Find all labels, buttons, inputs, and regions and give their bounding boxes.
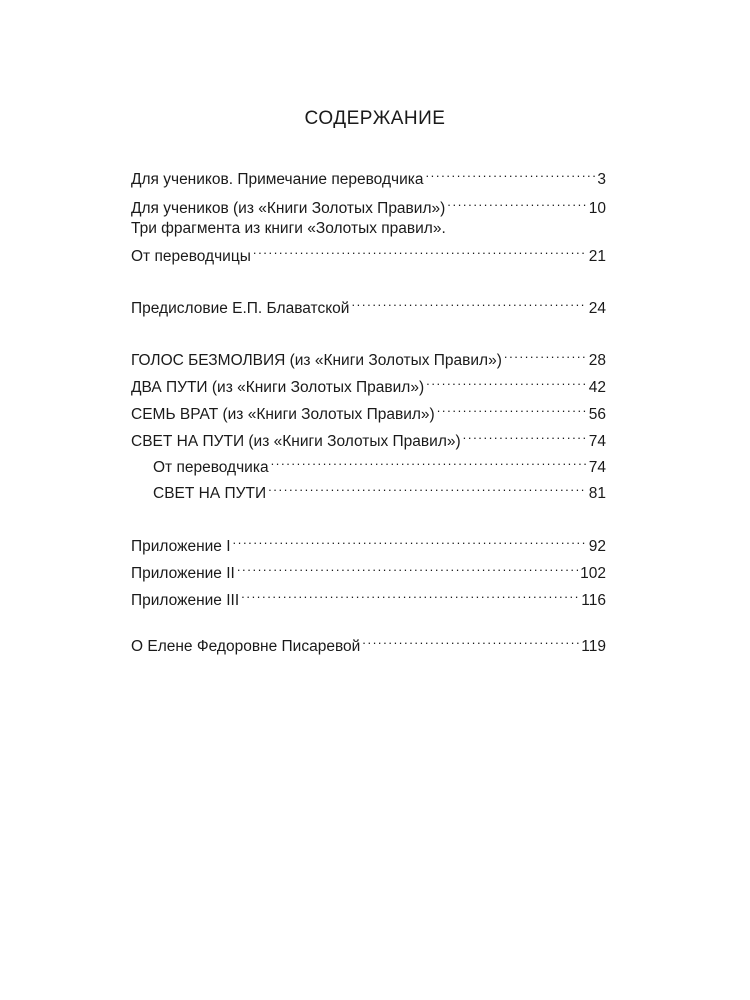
toc-entry-text: Приложение III (131, 592, 240, 609)
toc-entry-page: 42 (588, 379, 606, 396)
dot-leader (447, 191, 586, 213)
dot-leader (426, 370, 587, 392)
toc-entry-page: 21 (588, 248, 606, 265)
dot-leader (237, 556, 578, 578)
toc-entry-text: СВЕТ НА ПУТИ (153, 485, 267, 502)
toc-entry-text: От переводчика (153, 459, 269, 476)
dot-leader (463, 424, 587, 446)
toc-entry-page: 102 (580, 565, 606, 582)
toc-title: СОДЕРЖАНИЕ (304, 108, 446, 129)
dot-leader (268, 476, 587, 498)
dot-leader (253, 239, 587, 261)
dot-leader (233, 529, 587, 551)
toc-entry-text: СЕМЬ ВРАТ (из «Книги Золотых Правил») (131, 406, 435, 423)
toc-entry (153, 476, 606, 502)
toc-entry (131, 218, 606, 240)
toc-entry-page: 116 (581, 592, 606, 609)
toc-entry-page: 74 (588, 459, 606, 476)
dot-leader (362, 629, 579, 651)
dot-leader (425, 162, 595, 184)
toc-entry (131, 583, 606, 609)
toc-entry (131, 191, 606, 217)
toc-entry (131, 529, 606, 555)
toc-entry-text: Предисловие Е.П. Блаватской (131, 300, 350, 317)
toc-entry (131, 162, 606, 188)
toc-entry-page: 28 (588, 352, 606, 369)
toc-entry-page: 3 (597, 171, 606, 188)
toc-entry-text: Для учеников (из «Книги Золотых Правил») (131, 200, 446, 217)
dot-leader (351, 291, 586, 313)
toc-entry-text: От переводчицы (131, 248, 251, 265)
toc-entry-text: ГОЛОС БЕЗМОЛВИЯ (из «Книги Золотых Правил») (131, 352, 502, 369)
toc-entry (153, 450, 606, 476)
dot-leader (504, 343, 587, 365)
toc-entry (131, 370, 606, 396)
toc-entry (131, 239, 606, 265)
toc-entry (131, 397, 606, 423)
dot-leader (437, 397, 587, 419)
toc-entry-text: СВЕТ НА ПУТИ (из «Книги Золотых Правил») (131, 433, 461, 450)
toc-entry-page: 119 (581, 638, 606, 655)
dot-leader (241, 583, 579, 605)
toc-entry-page: 10 (588, 200, 606, 217)
dot-leader (271, 450, 587, 472)
toc-entry-page: 81 (588, 485, 606, 502)
toc-entry (131, 343, 606, 369)
toc-entry (131, 291, 606, 317)
toc-entry (131, 556, 606, 582)
toc-entry (131, 629, 606, 655)
toc-entry-page: 74 (588, 433, 606, 450)
toc-entry (131, 424, 606, 450)
toc-entry-text: Приложение II (131, 565, 235, 582)
toc-entry-text: Для учеников. Примечание переводчика (131, 171, 424, 188)
toc-entry-page: 92 (588, 538, 606, 555)
toc-entry-text: О Елене Федоровне Писаревой (131, 638, 361, 655)
toc-entry-text: Три фрагмента из книги «Золотых правил». (131, 220, 446, 237)
toc-entry-page: 24 (588, 300, 606, 317)
toc-entry-text: Приложение I (131, 538, 231, 555)
toc-entry-text: ДВА ПУТИ (из «Книги Золотых Правил») (131, 379, 425, 396)
toc-entry-page: 56 (588, 406, 606, 423)
